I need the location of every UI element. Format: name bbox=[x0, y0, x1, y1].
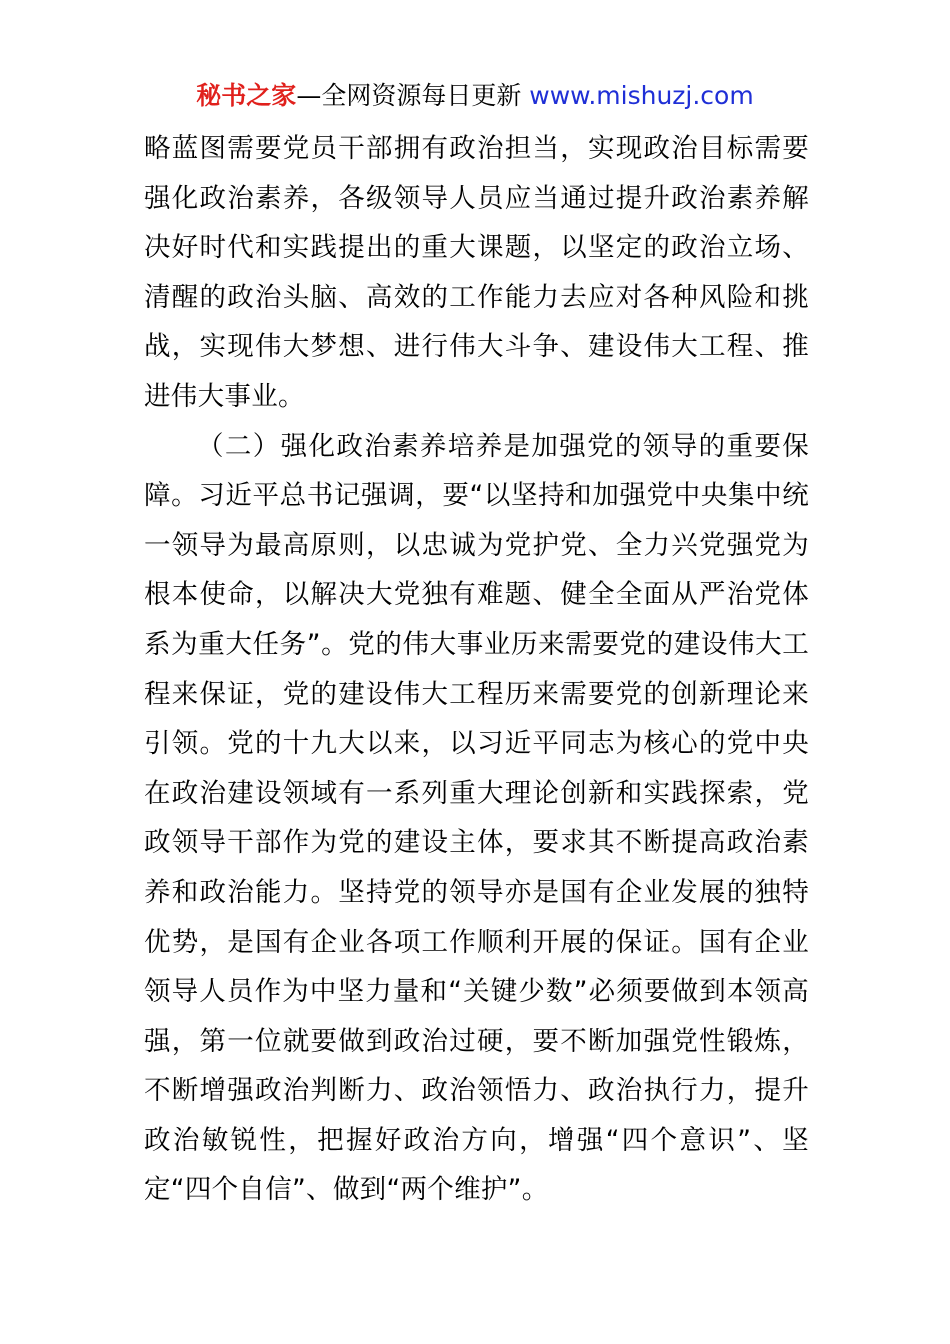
site-tagline: —全网资源每日更新 bbox=[296, 81, 522, 110]
document-body bbox=[144, 124, 809, 1215]
site-header bbox=[0, 78, 950, 114]
paragraph-section-two: （二）强化政治素养培养是加强党的领导的重要保障。习近平总书记强调，要“以坚持和加强党中央集中统一领导为最高原则，以忠诚为党护党、全力兴党强党为根本使命，以解决大党独有难题、健全全面从严治党体系为重大任务”。党的伟大事业历来需要党的建设伟大工程来保证，党的建设伟大工程历来需要党的创新理论来引领。党的十九大以来，以习近平同志为核心的党中央在政治建设领域有一系列重大理论创新和实践探索，党政领导干部作为党的建设主体，要求其不断提高政治素养和政治能力。坚持党的领导亦是国有企业发展的独特优势，是国有企业各项工作顺利开展的保证。国有企业领导人员作为中坚力量和“关键少数”必须要做到本领高强，第一位就要做到政治过硬，要不断加强党性锻炼，不断增强政治判断力、政治领悟力、政治执行力，提升政治敏锐性，把握好政治方向，增强“四个意识”、坚定“四个自信”、做到“两个维护”。 bbox=[144, 430, 809, 1206]
site-brand: 秘书之家 bbox=[196, 81, 297, 110]
site-url-link[interactable]: www.mishuzj.com bbox=[529, 81, 754, 110]
paragraph-continuation: 略蓝图需要党员干部拥有政治担当，实现政治目标需要强化政治素养，各级领导人员应当通过提升政治素养解决好时代和实践提出的重大课题，以坚定的政治立场、清醒的政治头脑、高效的工作能力去应对各种风险和挑战，实现伟大梦想、进行伟大斗争、建设伟大工程、推进伟大事业。 bbox=[144, 133, 809, 412]
